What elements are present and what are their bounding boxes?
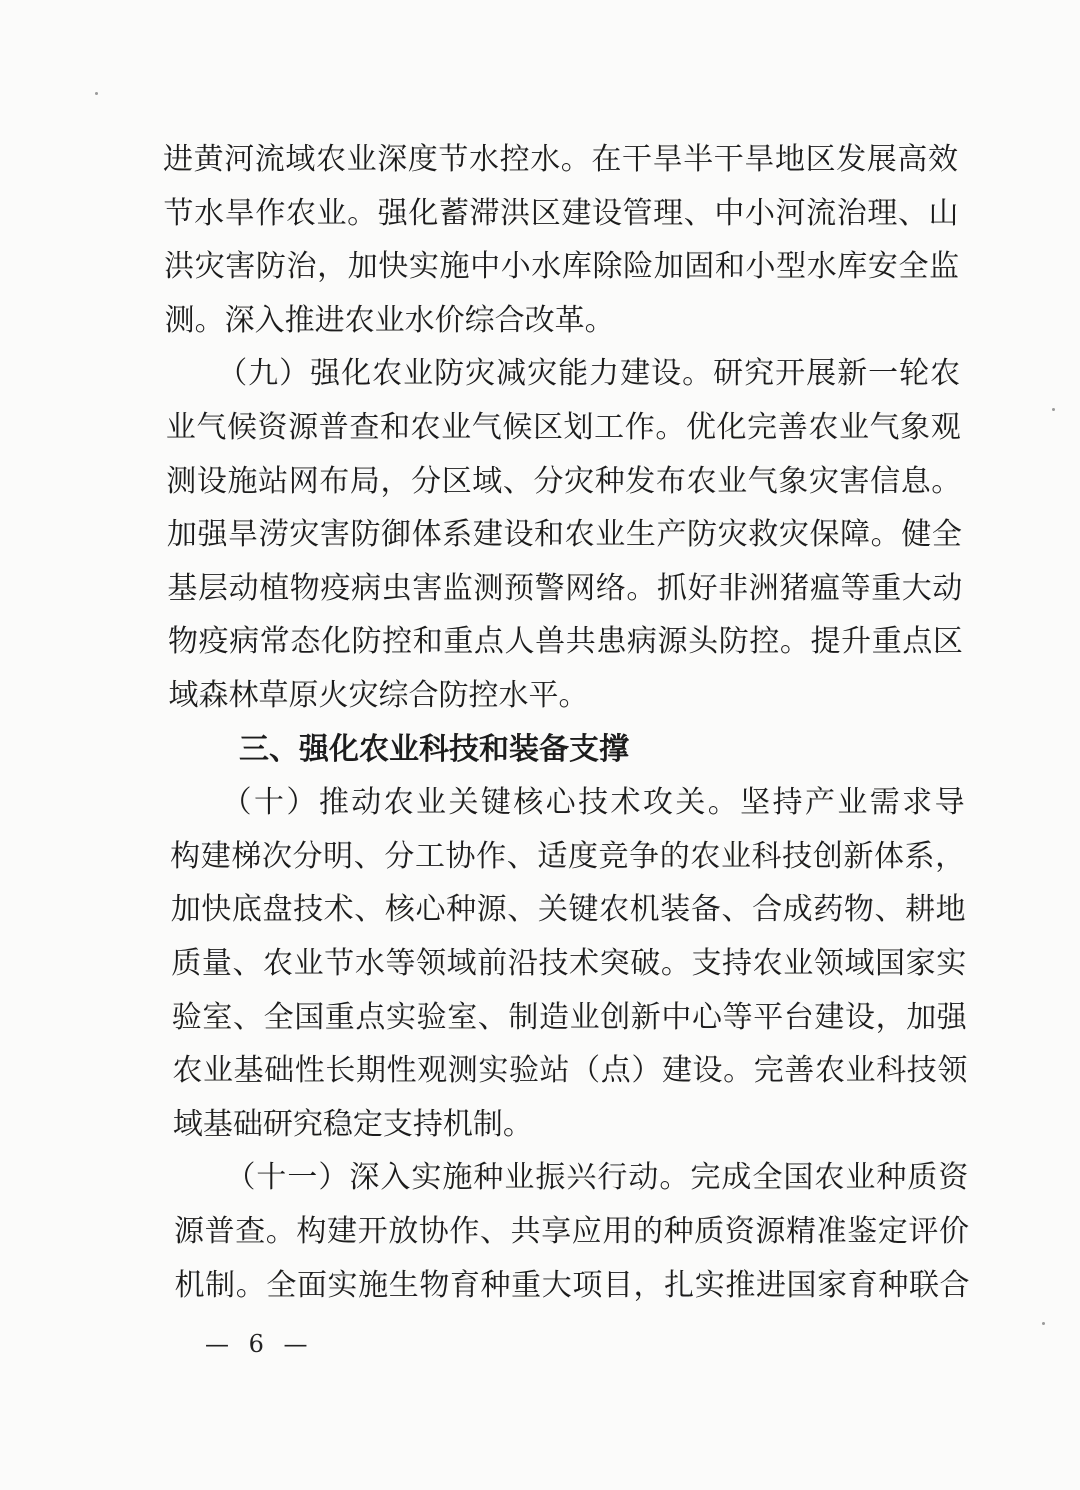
text-line: 加快底盘技术、核心种源、关键农机装备、合成药物、耕地: [170, 892, 966, 928]
text-line: 物疫病常态化防控和重点人兽共患病源头防控。提升重点区: [167, 624, 963, 660]
text-line: 质量、农业节水等领域前沿技术突破。支持农业领域国家实: [171, 946, 967, 981]
text-line: 验室、全国重点实验室、制造业创新中心等平台建设，加强: [171, 999, 967, 1035]
section-heading: 三、强化农业科技和装备支撑: [239, 731, 630, 767]
text-line: （十一）深入实施种业振兴行动。完成全国农业种质资: [225, 1160, 969, 1196]
text-line: 域基础研究稳定支持机制。: [172, 1106, 533, 1142]
scan-speck: [1052, 408, 1055, 411]
text-line: （九）强化农业防灾减灾能力建设。研究开展新一轮农: [217, 356, 961, 392]
text-line: （十）推动农业关键核心技术攻关。坚持产业需求导: [221, 785, 965, 821]
text-line: 测设施站网布局，分区域、分灾种发布农业气象灾害信息。: [166, 463, 962, 499]
text-line: 测。深入推进农业水价综合改革。: [164, 302, 615, 338]
page-number: — 6 —: [205, 1330, 314, 1358]
scan-speck: [1042, 1322, 1045, 1325]
text-line: 洪灾害防治，加快实施中小水库除险加固和小型水库安全监: [164, 249, 960, 285]
scan-speck: [95, 92, 98, 95]
text-line: 构建梯次分明、分工协作、适度竞争的农业科技创新体系，: [170, 838, 966, 874]
text-line: 域森林草原火灾综合防控水平。: [168, 678, 589, 713]
text-line: 源普查。构建开放协作、共享应用的种质资源精准鉴定评价: [174, 1214, 969, 1249]
text-line: 节水旱作农业。强化蓄滞洪区建设管理、中小河流治理、山: [163, 195, 959, 231]
text-line: 农业基础性长期性观测实验站（点）建设。完善农业科技领: [172, 1053, 968, 1089]
text-line: 机制。全面实施生物育种重大项目，扎实推进国家育种联合: [174, 1267, 970, 1303]
text-line: 基层动植物疫病虫害监测预警网络。抓好非洲猪瘟等重大动: [167, 570, 963, 606]
text-line: 业气候资源普查和农业气候区划工作。优化完善农业气象观: [165, 410, 961, 445]
text-line: 加强旱涝灾害防御体系建设和农业生产防灾救灾保障。健全: [166, 517, 962, 553]
text-line: 进黄河流域农业深度节水控水。在干旱半干旱地区发展高效: [163, 142, 958, 177]
